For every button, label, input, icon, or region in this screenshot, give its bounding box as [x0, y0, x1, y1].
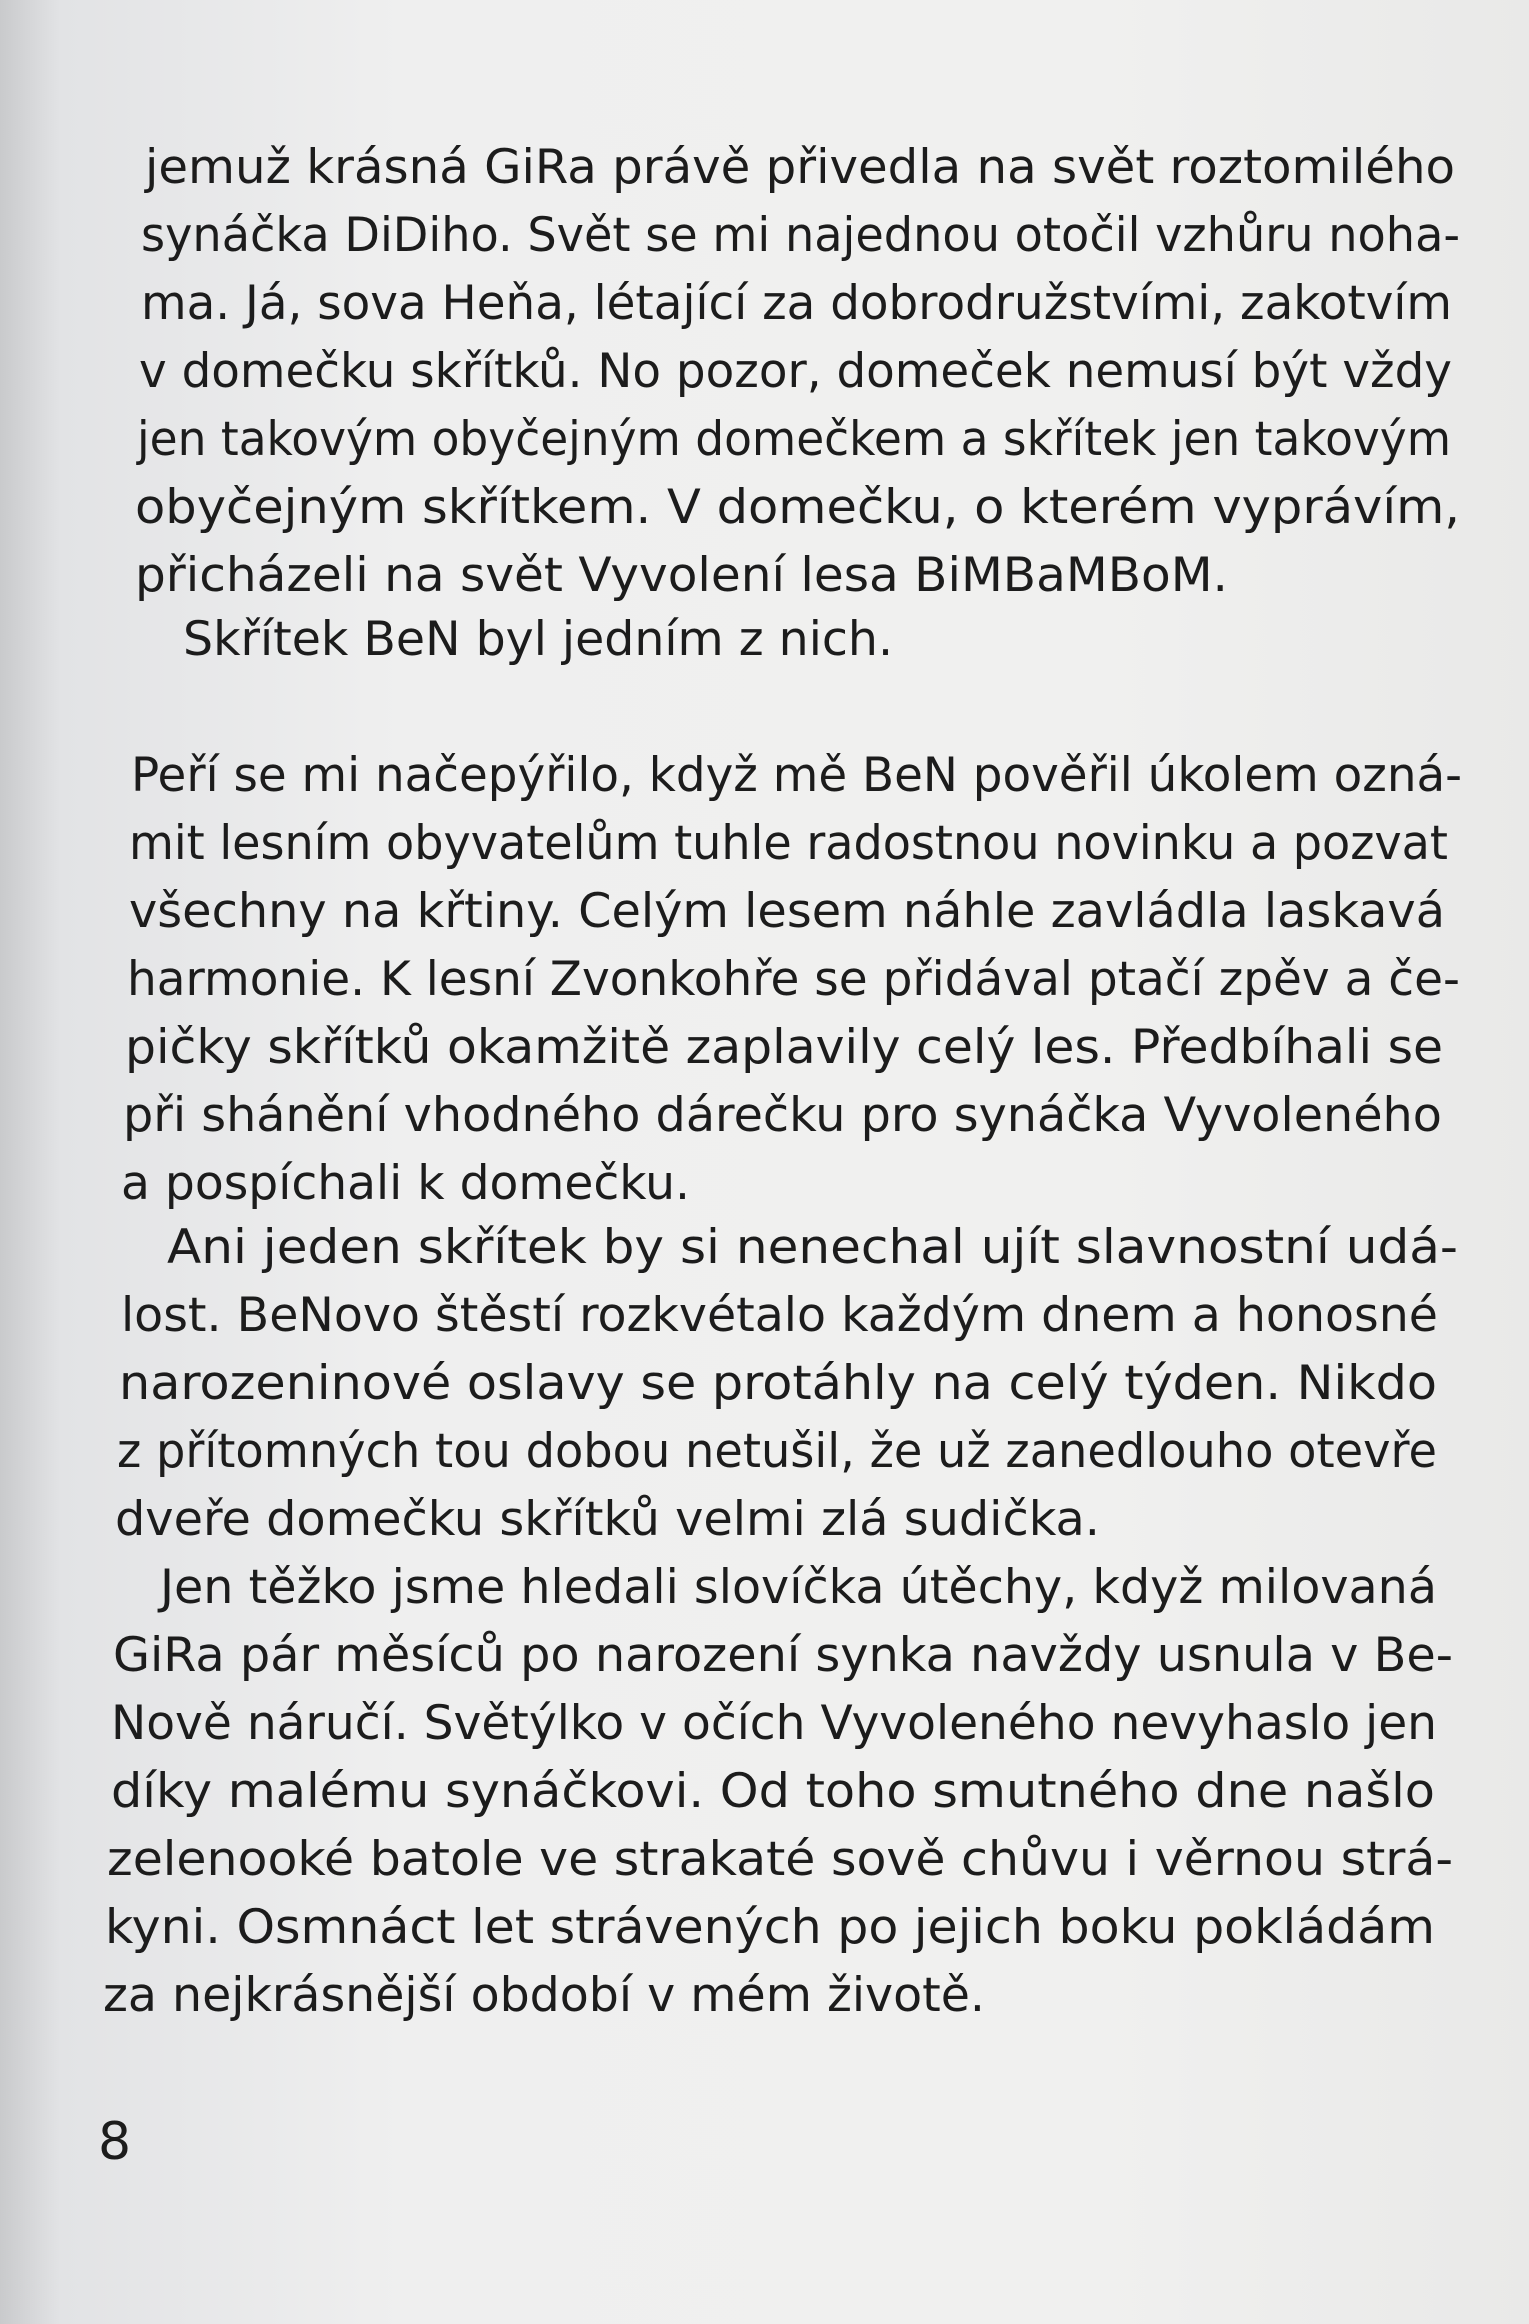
text-line: dveře domečku skřítků velmi zlá sudička. [115, 1492, 1100, 1547]
text-line: kyni. Osmnáct let strávených po jejich boku pokládám [105, 1900, 1436, 1955]
text-line: Nově náručí. Světýlko v očích Vyvoleného nevyhaslo jen [111, 1696, 1438, 1751]
text-line: obyčejným skřítkem. V domečku, o kterém vyprávím, [135, 480, 1461, 535]
text-line: synáčka DiDiho. Svět se mi najednou otočil vzhůru noha- [141, 208, 1461, 263]
text-line: díky malému synáčkovi. Od toho smutného dne našlo [111, 1764, 1435, 1819]
text-line: Peří se mi načepýřilo, když mě BeN pověřil úkolem ozná- [131, 748, 1463, 803]
text-line: jemuž krásná GiRa právě přivedla na svět roztomilého [145, 140, 1456, 195]
text-line: zelenooké batole ve strakaté sově chůvu i věrnou strá- [107, 1832, 1454, 1887]
text-line: lost. BeNovo štěstí rozkvétalo každým dnem a honosné [121, 1288, 1438, 1343]
text-line: Skřítek BeN byl jedním z nich. [183, 612, 894, 667]
text-line: mit lesním obyvatelům tuhle radostnou novinku a pozvat [129, 816, 1448, 871]
text-line: za nejkrásnější období v mém životě. [103, 1968, 985, 2023]
text-line: a pospíchali k domečku. [121, 1156, 691, 1211]
text-line: Ani jeden skřítek by si nenechal ujít slavnostní udá- [167, 1220, 1458, 1275]
text-line: Jen těžko jsme hledali slovíčka útěchy, když milovaná [160, 1560, 1437, 1615]
text-line: z přítomných tou dobou netušil, že už zanedlouho otevře [117, 1424, 1437, 1479]
text-line: GiRa pár měsíců po narození synka navždy usnula v Be- [113, 1628, 1454, 1683]
text-line: v domečku skřítků. No pozor, domeček nemusí být vždy [139, 344, 1452, 399]
text-line: jen takovým obyčejným domečkem a skřítek jen takovým [137, 412, 1452, 467]
text-line: všechny na křtiny. Celým lesem náhle zavládla laskavá [129, 884, 1446, 939]
text-line: narozeninové oslavy se protáhly na celý týden. Nikdo [119, 1356, 1437, 1411]
text-line: při shánění vhodného dárečku pro synáčka Vyvoleného [123, 1088, 1442, 1143]
page-number: 8 [98, 2112, 132, 2172]
text-line: ma. Já, sova Heňa, létající za dobrodružstvími, zakotvím [141, 276, 1453, 331]
text-line: harmonie. K lesní Zvonkohře se přidával ptačí zpěv a če- [127, 952, 1460, 1007]
text-line: přicházeli na svět Vyvolení lesa BiMBaMBoM. [135, 548, 1228, 603]
text-line: pičky skřítků okamžitě zaplavily celý les. Předbíhali se [125, 1020, 1444, 1075]
